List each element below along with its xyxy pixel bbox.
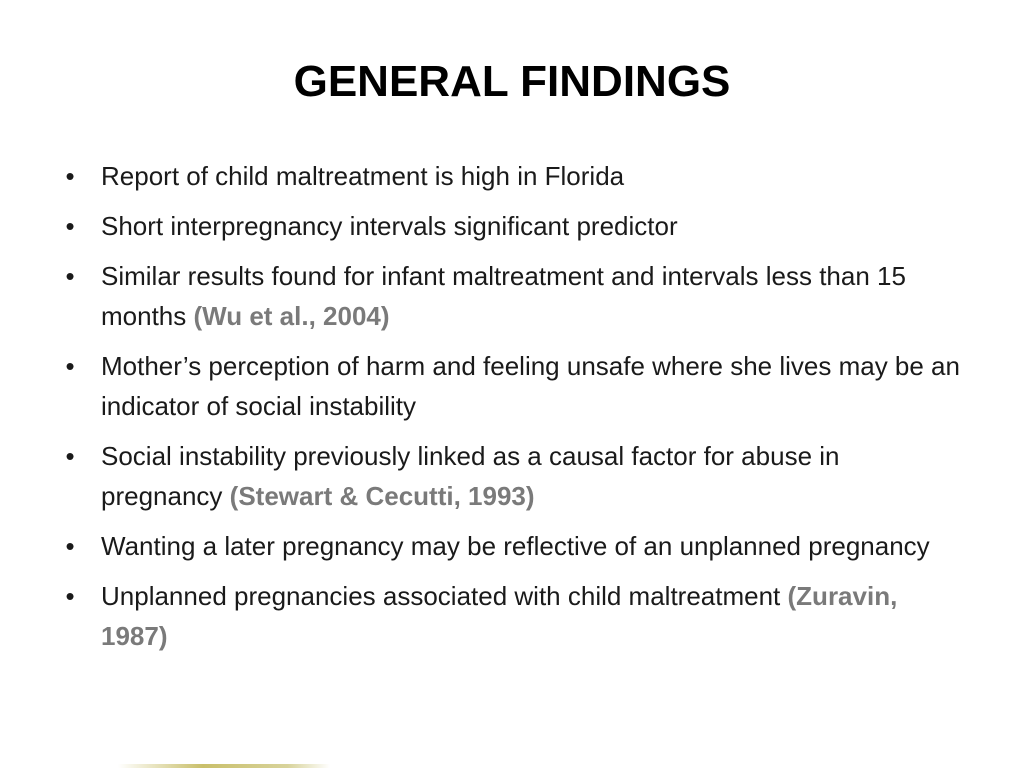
bullet-item bbox=[60, 576, 960, 656]
bullet-item bbox=[60, 156, 960, 196]
slide-title: GENERAL FINDINGS bbox=[293, 57, 731, 106]
bullet-text: Unplanned pregnancies associated with child maltreatment bbox=[101, 581, 781, 611]
bullet-citation: (Zuravin, 1987) bbox=[101, 581, 898, 651]
bullet-text: Report of child maltreatment is high in Florida bbox=[101, 161, 625, 191]
bullet-list bbox=[60, 156, 960, 666]
bullet-text: Mother’s perception of harm and feeling unsafe where she lives may be an indicator of social instability bbox=[101, 351, 960, 421]
bullet-text: Short interpregnancy intervals significant predictor bbox=[101, 211, 678, 241]
bullet-dot-icon: • bbox=[65, 581, 75, 611]
bullet-text: Similar results found for infant maltreatment and intervals less than 15 months bbox=[101, 261, 906, 331]
bullet-text: Wanting a later pregnancy may be reflective of an unplanned pregnancy bbox=[101, 531, 930, 561]
bullet-dot-icon: • bbox=[65, 261, 75, 291]
bullet-item bbox=[60, 346, 960, 426]
bullet-item bbox=[60, 206, 960, 246]
bullet-item bbox=[60, 256, 960, 336]
bullet-dot-icon: • bbox=[65, 161, 75, 191]
bullet-text: Social instability previously linked as a causal factor for abuse in pregnancy bbox=[101, 441, 840, 511]
footer-accent-line bbox=[118, 764, 330, 768]
bullet-dot-icon: • bbox=[65, 351, 75, 381]
bullet-dot-icon: • bbox=[65, 441, 75, 471]
bullet-item bbox=[60, 436, 960, 516]
bullet-dot-icon: • bbox=[65, 211, 75, 241]
bullet-citation: (Wu et al., 2004) bbox=[193, 301, 390, 331]
bullet-item bbox=[60, 526, 960, 566]
bullet-dot-icon: • bbox=[65, 531, 75, 561]
bullet-citation: (Stewart & Cecutti, 1993) bbox=[229, 481, 535, 511]
